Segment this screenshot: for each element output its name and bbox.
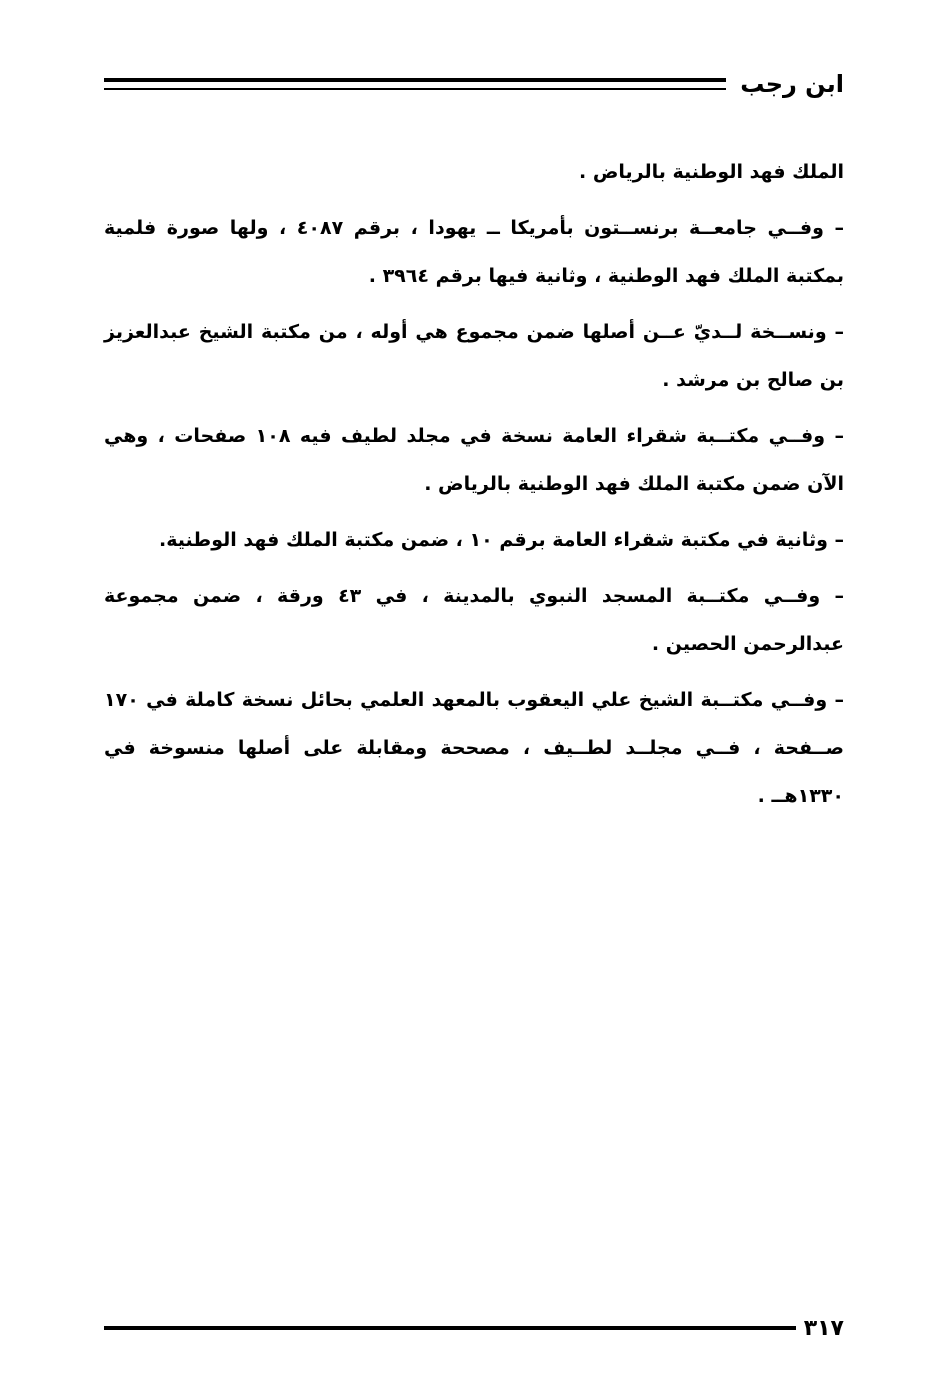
page-body [104,148,844,828]
paragraph-3: – وفــي مكتــبة شقراء العامة نسخة في مجلد لطيف فيه ١٠٨ صفحات ، وهي الآن ضمن مكتبة الملك فهد الوطنية بالرياض . [104,425,844,495]
paragraph-4: – وثانية في مكتبة شقراء العامة برقم ١٠ ، ضمن مكتبة الملك فهد الوطنية. [159,529,844,551]
paragraph-2: – ونســخة لــديّ عــن أصلها ضمن مجموع هي أوله ، من مكتبة الشيخ عبدالعزيز بن صالح بن مرشد . [104,321,844,391]
paragraph-1: – وفــي جامعــة برنســتون بأمريكا ــ يهودا ، برقم ٤٠٨٧ ، ولها صورة فلمية بمكتبة الملك فهد الوطنية ، وثانية فيها برقم ٣٩٦٤ . [104,217,845,287]
page-number: ٣١٧ [803,1315,844,1341]
page-header [104,64,844,104]
paragraph-5: – وفــي مكتــبة المسجد النبوي بالمدينة ، في ٤٣ ورقة ، ضمن مجموعة عبدالرحمن الحصين . [104,585,844,655]
header-rule [104,78,726,90]
page-footer [104,1310,844,1346]
footer-rule [104,1326,796,1330]
paragraph-6: – وفــي مكتــبة الشيخ علي اليعقوب بالمعهد العلمي بحائل نسخة كاملة في ١٧٠ صــفحة ، فــي مجلــد لطــيف ، مصححة ومقابلة على أصلها منسوخة في ١٣٣٠هــ . [104,689,844,807]
running-head-title: ابن رجب [740,70,844,98]
paragraph-0: الملك فهد الوطنية بالرياض . [578,161,844,183]
